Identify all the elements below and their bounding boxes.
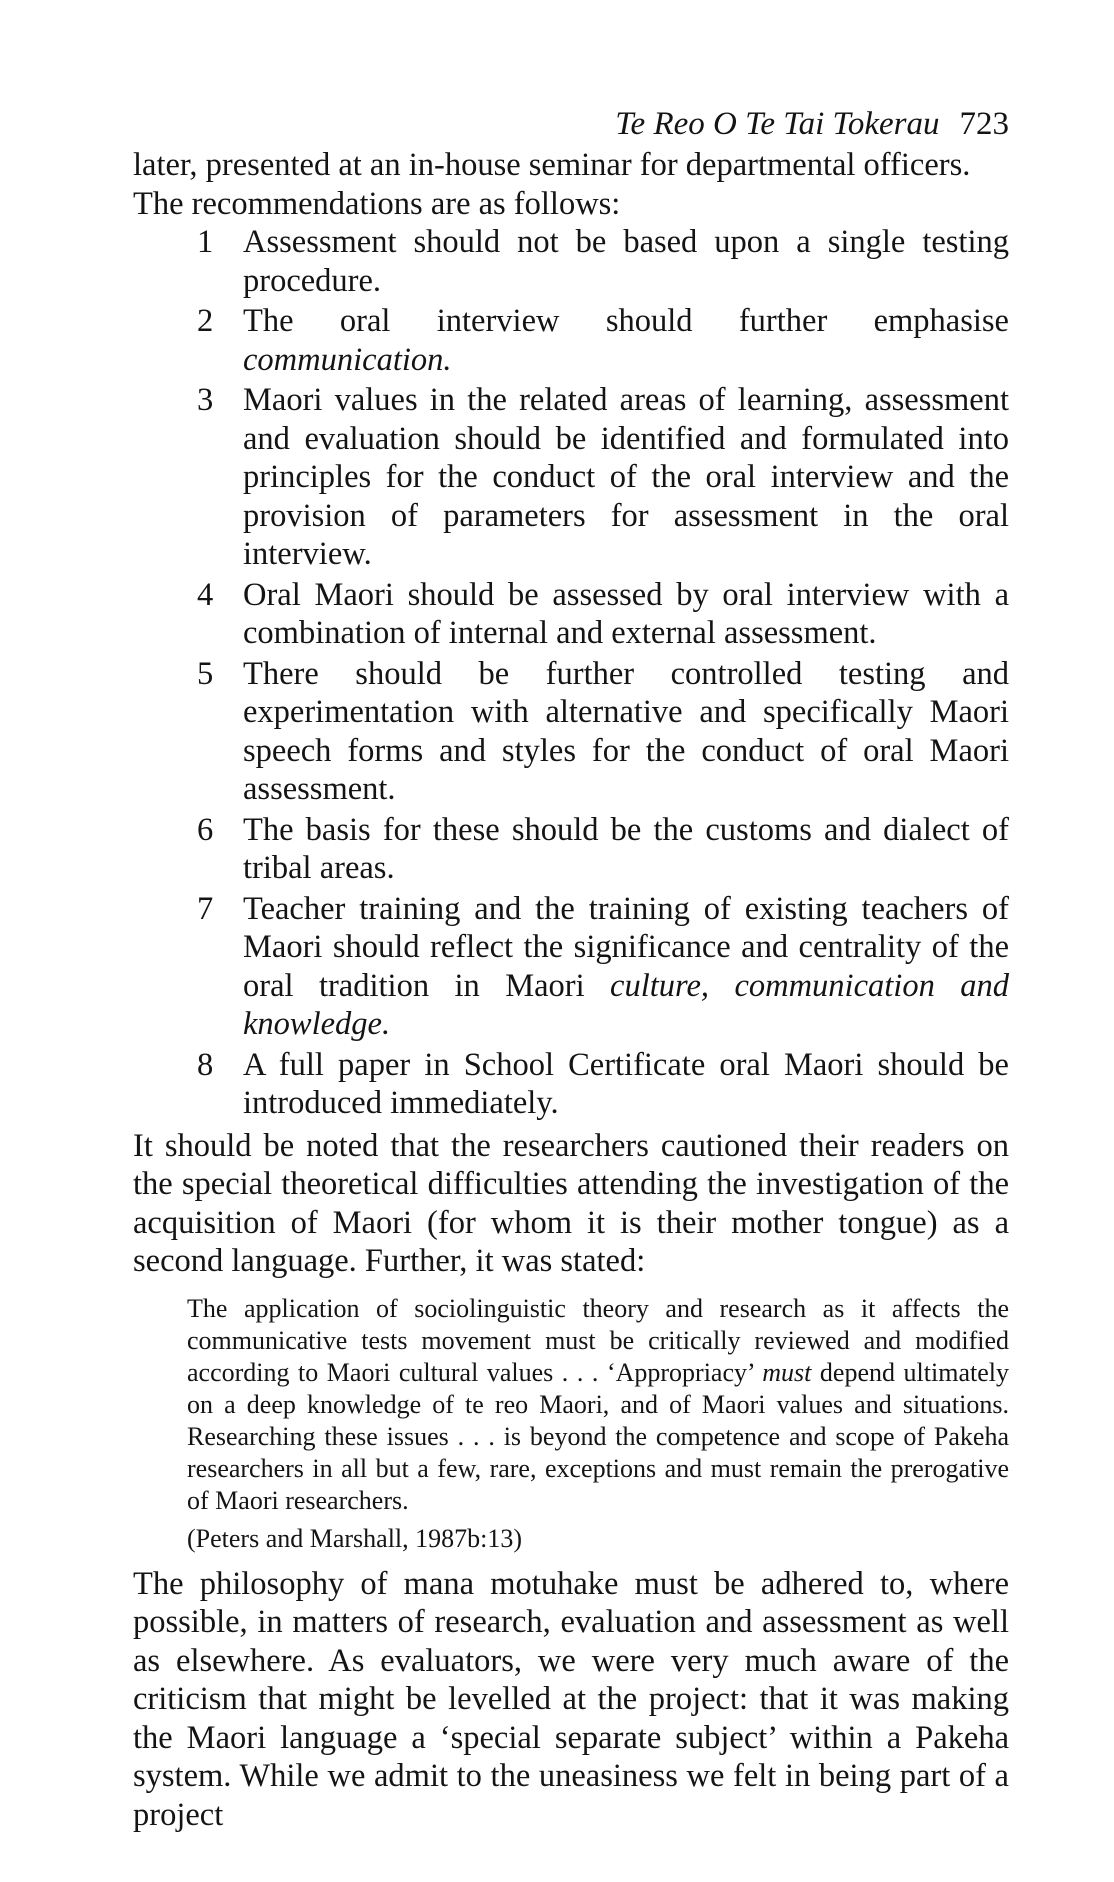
list-item <box>133 223 1009 300</box>
final-paragraph: The philosophy of mana motuhake must be adhered to, where possible, in matters of research, evaluation and assessment as well as elsewhere. As evaluators, we were very much aware of the criticism that might be levelled at the project: that it was making the Maori language a ‘special separate subject’ within a Pakeha system. While we admit to the uneasiness we felt in being part of a project <box>133 1565 1009 1833</box>
item-number: 8 <box>197 1046 214 1083</box>
item-number: 4 <box>197 576 214 613</box>
page-number: 723 <box>959 106 1009 142</box>
list-item <box>133 811 1009 888</box>
running-header <box>133 104 1009 146</box>
intro-line-1: later, presented at an in-house seminar for departmental officers. <box>133 147 971 183</box>
item-number: 3 <box>197 382 214 418</box>
caution-paragraph: It should be noted that the researchers cautioned their readers on the special theoretical difficulties attending the investigation of the acquisition of Maori (for whom it is their mother tongue) as a second language. Further, it was stated: <box>133 1127 1009 1279</box>
list-item <box>133 1046 1009 1123</box>
list-item <box>133 576 1009 653</box>
recommendations-list <box>133 223 1009 1123</box>
list-item <box>133 302 1009 379</box>
item-number: 7 <box>197 890 214 927</box>
item-text: Maori values in the related areas of learning, assessment and evaluation should be identified and formulated into principles for the conduct of the oral interview and the provision of parameters for assessment in the oral interview. <box>243 382 1009 572</box>
intro-paragraph <box>133 146 1009 223</box>
list-item <box>133 655 1009 809</box>
item-text: There should be further controlled testing and experimentation with alternative and specifically Maori speech forms and styles for the conduct of oral Maori assessment. <box>243 655 1009 807</box>
item-text-italic: culture, communication and knowledge. <box>243 967 1009 1042</box>
list-item <box>133 381 1009 574</box>
item-text <box>243 890 1009 1044</box>
item-text: The basis for these should be the customs and dialect of tribal areas. <box>243 811 1009 886</box>
quote-text-2: depend ultimately on a deep knowledge of te reo Maori, and of Maori values and situations. Researching these issues . . . is beyond the competence and scope of Pakeha researchers in all but a few, rare, exceptions and must remain the prerogative of Maori researchers. <box>187 1357 1009 1515</box>
item-number: 2 <box>197 303 214 339</box>
item-number: 5 <box>197 655 214 692</box>
item-text <box>243 302 1009 379</box>
item-text-roman: The oral interview should further emphasise <box>243 303 1009 339</box>
quote-citation: (Peters and Marshall, 1987b:13) <box>187 1523 523 1553</box>
block-quote <box>187 1293 1009 1555</box>
intro-line-2: The recommendations are as follows: <box>133 185 621 222</box>
page <box>133 104 1009 1834</box>
quote-text-1: The application of sociolinguistic theory and research as it affects the communicative tests movement must be critically reviewed and modified according to Maori cultural values . . . ‘Appropriacy’ <box>187 1293 1009 1387</box>
item-text: Oral Maori should be assessed by oral interview with a combination of internal and external assessment. <box>243 576 1009 651</box>
quote-emphasis: must <box>762 1357 812 1387</box>
item-text-roman: Teacher training and the training of existing teachers of Maori should reflect the significance and centrality of the oral tradition in Maori <box>243 890 1009 1004</box>
item-text: A full paper in School Certificate oral Maori should be introduced immediately. <box>243 1046 1009 1121</box>
item-number: 1 <box>197 224 214 260</box>
item-number: 6 <box>197 811 214 848</box>
item-text: Assessment should not be based upon a single testing procedure. <box>243 224 1009 299</box>
running-title: Te Reo O Te Tai Tokerau <box>615 106 940 142</box>
item-text-italic: communication. <box>243 341 452 378</box>
list-item <box>133 890 1009 1044</box>
